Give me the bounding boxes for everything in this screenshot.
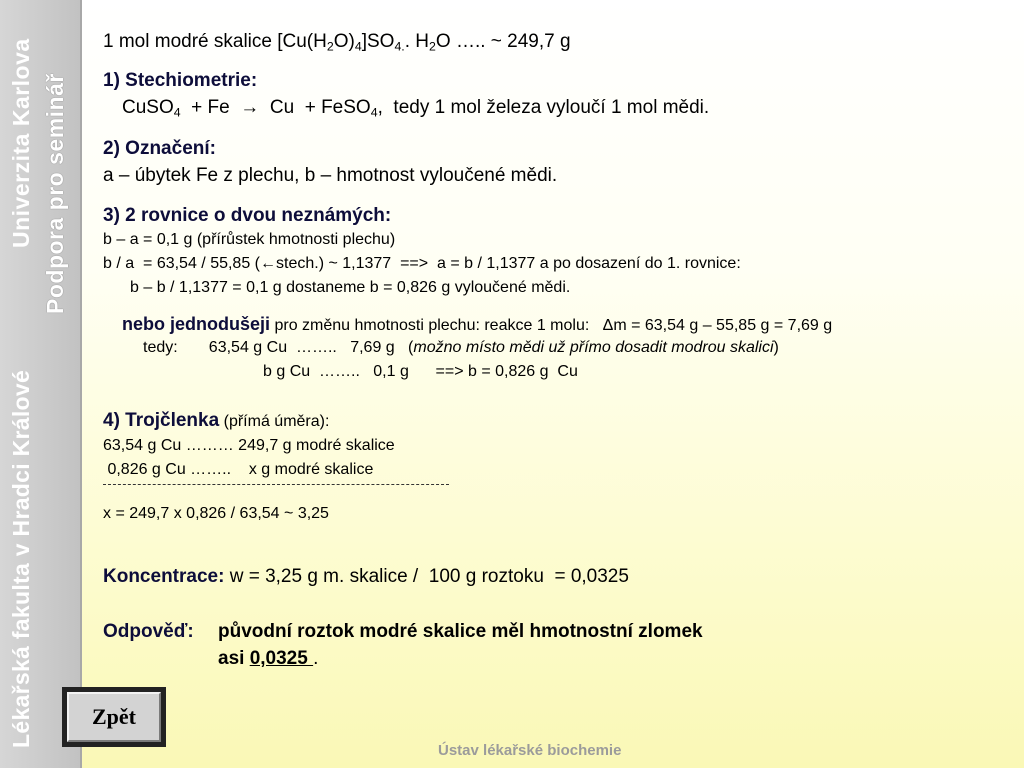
- rovnice-line-1: b – a = 0,1 g (přírůstek hmotnosti plechu): [103, 231, 396, 248]
- odpoved-line-2: asi 0,0325 .: [218, 648, 319, 669]
- university-label: Univerzita Karlova: [8, 38, 34, 248]
- trojclenka-line-1: 63,54 g Cu ……… 249,7 g modré skalice: [103, 437, 395, 454]
- divider: [103, 484, 449, 485]
- answer-value: 0,0325: [249, 648, 314, 669]
- trojclenka-line-2: 0,826 g Cu …….. x g modré skalice: [103, 461, 374, 478]
- intro-line: 1 mol modré skalice $[Cu(H_2O)_4]SO_{4.}$. $H_2O$ ….. ~ 249,7 g: [103, 31, 571, 54]
- footer-institute: Ústav lékařské biochemie: [438, 742, 622, 759]
- sidebar: [0, 0, 82, 768]
- trojclenka-heading: 4) Trojčlenka (přímá úměra):: [103, 410, 330, 431]
- nebo-line-1: nebo jednodušeji pro změnu hmotnosti plechu: reakce 1 molu: Δm = 63,54 g – 55,85 g = 7,69 g: [122, 314, 833, 334]
- left-arrow-icon: ←: [260, 255, 276, 272]
- stechiometrie-equation: CuSO$_4$ + Fe → Cu + FeSO$_4$, tedy 1 mol železa vyloučí 1 mol mědi.: [122, 97, 710, 120]
- faculty-label: Lékařská fakulta v Hradci Králové: [8, 369, 34, 748]
- back-button[interactable]: [62, 687, 166, 747]
- odpoved-line-1: původní roztok modré skalice měl hmotnostní zlomek: [218, 621, 703, 642]
- odpoved-label: Odpověď:: [103, 621, 194, 642]
- rovnice-line-2: b / a = 63,54 / 55,85 (←stech.) ~ 1,1377 ==> a = b / 1,1377 a po dosazení do 1. rovnice:: [103, 255, 741, 272]
- nebo-line-3: b g Cu …….. 0,1 g ==> b = 0,826 g Cu: [263, 363, 578, 380]
- stechiometrie-heading: 1) Stechiometrie:: [103, 70, 258, 91]
- oznaceni-heading: 2) Označení:: [103, 138, 216, 159]
- back-button-label[interactable]: Zpět: [67, 692, 161, 742]
- trojclenka-result: x = 249,7 x 0,826 / 63,54 ~ 3,25: [103, 505, 329, 522]
- seminar-label: Podpora pro seminář: [42, 73, 68, 314]
- rovnice-line-3: b – b / 1,1377 = 0,1 g dostaneme b = 0,826 g vyloučené mědi.: [130, 279, 571, 296]
- rovnice-heading: 3) 2 rovnice o dvou neznámých:: [103, 205, 392, 226]
- oznaceni-text: a – úbytek Fe z plechu, b – hmotnost vyloučené mědi.: [103, 165, 558, 186]
- koncentrace-line: Koncentrace: w = 3,25 g m. skalice / 100 g roztoku = 0,0325: [103, 566, 629, 587]
- right-arrow-icon: →: [240, 97, 260, 118]
- nebo-line-2: tedy: 63,54 g Cu …….. 7,69 g (možno místo mědi už přímo dosadit modrou skalici): [143, 339, 779, 356]
